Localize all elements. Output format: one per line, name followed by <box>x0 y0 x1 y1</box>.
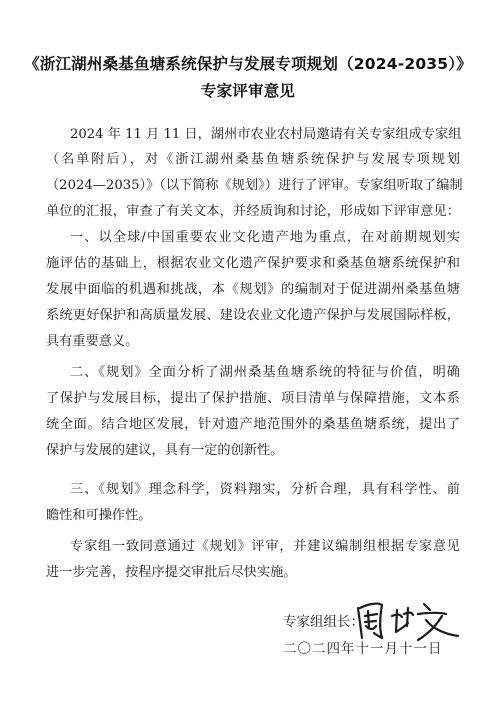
body-line-8: 系统更好保护和高质量发展、建设农业文化遗产保护与发展国际样板， <box>46 308 460 323</box>
signature-label: 专家组组长： <box>283 614 364 630</box>
body-line-14: 三、《规划》理念科学，资料翔实，分析合理，具有科学性、前 <box>70 482 460 497</box>
body-line-10: 二、《规划》全面分析了湖州桑基鱼塘系统的特征与价值，明确 <box>70 365 460 380</box>
body-line-16: 专家组一致同意通过《规划》评审，并建议编制组根据专家意见 <box>70 539 460 554</box>
body-line-13: 保护与发展的建议，具有一定的创新性。 <box>46 443 284 458</box>
document-date: 二〇二四年十一月十一日 <box>283 641 443 657</box>
body-line-1: 2024 年 11 月 11 日，湖州市农业农村局邀请有关专家组成专家组 <box>70 127 462 142</box>
body-line-6: 施评估的基础上，根据农业文化遗产保护要求和桑基鱼塘系统保护和 <box>46 256 460 271</box>
document-subtitle: 专家评审意见 <box>200 82 296 100</box>
body-line-5: 一、以全球/中国重要农业文化遗产地为重点，在对前期规划实 <box>70 230 460 245</box>
body-line-17: 进一步完善，按程序提交审批后尽快实施。 <box>46 565 297 580</box>
body-line-4: 单位的汇报，审查了有关文本，并经质询和讨论，形成如下评审意见： <box>46 204 460 219</box>
body-line-9: 具有重要意义。 <box>46 334 139 349</box>
body-line-15: 瞻性和可操作性。 <box>46 508 152 523</box>
body-line-2: （名单附后），对《浙江湖州桑基鱼塘系统保护与发展专项规划 <box>46 152 460 167</box>
body-line-11: 了保护与发展目标，提出了保护措施、项目清单与保障措施，文本系 <box>46 391 460 406</box>
body-line-12: 统全面。结合地区发展，针对遗产地范围外的桑基鱼塘系统，提出了 <box>46 417 460 432</box>
body-line-7: 发展中面临的机遇和挑战，本《规划》的编制对于促进湖州桑基鱼塘 <box>46 282 460 297</box>
document-title: 《浙江湖州桑基鱼塘系统保护与发展专项规划（2024-2035）》 <box>24 55 472 73</box>
body-line-3: （2024—2035）》（以下简称《规划》）进行了评审。专家组听取了编制 <box>46 178 463 193</box>
